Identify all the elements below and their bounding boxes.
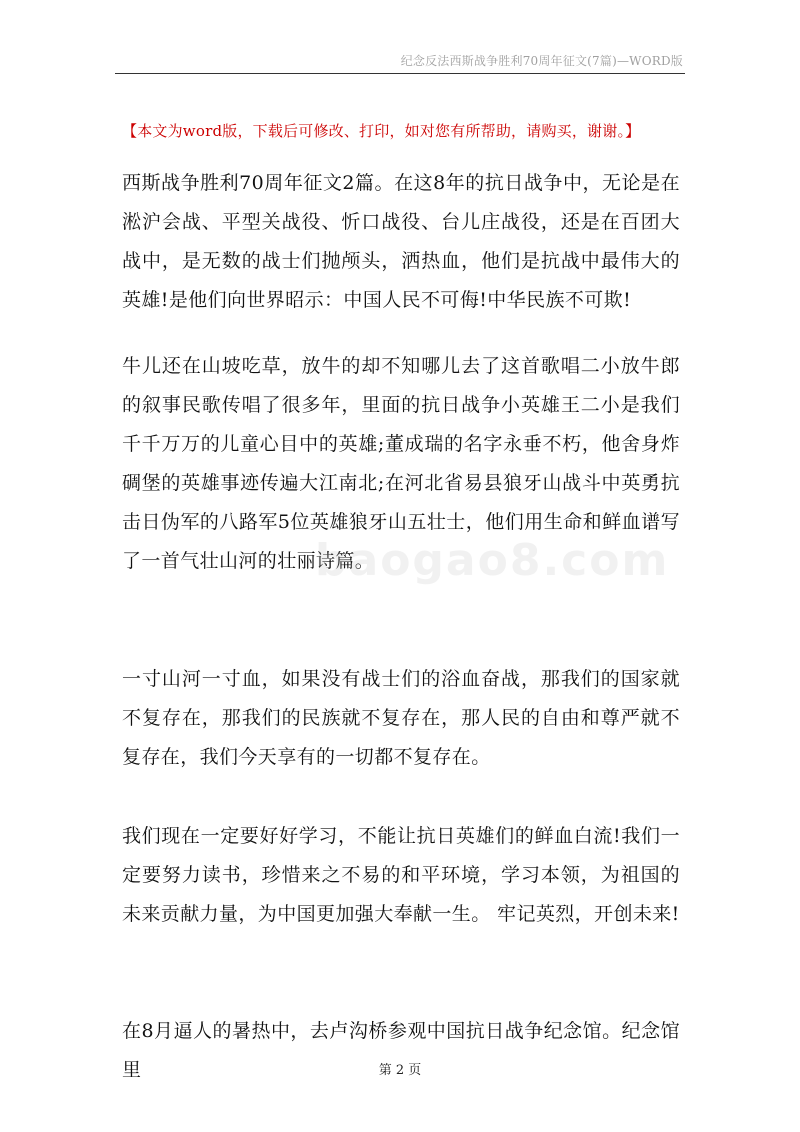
body-paragraph: 牛儿还在山坡吃草，放牛的却不知哪儿去了这首歌唱二小放牛郎的叙事民歌传唱了很多年，里面的抗日战争小英雄王二小是我们千千万万的儿童心目中的英雄;董成瑞的名字永垂不朽，他舍身炸碉堡的英雄事迹传遍大江南北;在河北省易县狼牙山战斗中英勇抗击日伪军的八路军5位英雄狼牙山五壮士，他们用生命和鲜血谱写了一首气壮山河的壮丽诗篇。 — [122, 355, 680, 572]
page-number: 第 2 页 — [378, 1063, 422, 1078]
body-paragraph: 一寸山河一寸血，如果没有战士们的浴血奋战，那我们的国家就不复存在，那我们的民族就不复存在，那人民的自由和尊严就不复存在，我们今天享有的一切都不复存在。 — [122, 668, 680, 768]
header-divider — [115, 73, 685, 74]
purchase-notice: 【本文为word版，下载后可修改、打印，如对您有所帮助，请购买，谢谢。】 — [122, 122, 641, 140]
header-title: 纪念反法西斯战争胜利70周年征文(7篇)—WORD版 — [400, 54, 683, 68]
watermark: baogao8.com — [315, 535, 670, 586]
body-paragraph: 西斯战争胜利70周年征文2篇。在这8年的抗日战争中，无论是在淞沪会战、平型关战役、忻口战役、台儿庄战役，还是在百团大战中，是无数的战士们抛颅头，洒热血，他们是抗战中最伟大的英雄!是他们向世界昭示：中国人民不可侮!中华民族不可欺! — [122, 172, 680, 311]
body-paragraph: 在8月逼人的暑热中，去卢沟桥参观中国抗日战争纪念馆。纪念馆里 — [122, 1020, 680, 1081]
body-paragraph: 我们现在一定要好好学习，不能让抗日英雄们的鲜血白流!我们一定要努力读书，珍惜来之不易的和平环境，学习本领，为祖国的未来贡献力量，为中国更加强大奉献一生。 牢记英烈，开创未来! — [122, 825, 680, 925]
